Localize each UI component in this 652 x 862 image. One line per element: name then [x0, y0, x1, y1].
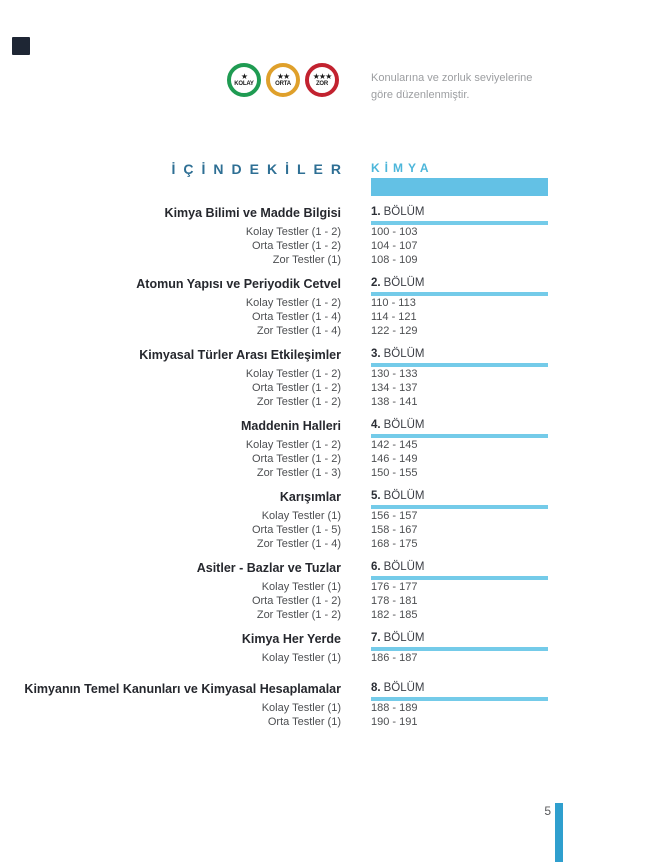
section-title: Maddenin Halleri: [240, 419, 341, 433]
test-row-label: Kolay Testler (1): [261, 652, 341, 664]
page-range: 110 - 113: [371, 297, 416, 309]
badge-label: ORTA: [275, 80, 291, 87]
subject-header: [371, 161, 548, 196]
section-number: [371, 347, 548, 362]
section-bolum-word: BÖLÜM: [383, 206, 425, 218]
badge-stars-icon: ★: [240, 71, 248, 81]
section-bolum-word: BÖLÜM: [383, 277, 425, 289]
section-number: [371, 631, 548, 646]
page-range: 168 - 175: [371, 538, 418, 550]
test-row-label: Zor Testler (1 - 2): [256, 609, 341, 621]
page-rows: [371, 296, 548, 338]
test-rows: [0, 438, 341, 480]
toc-section: [0, 631, 652, 665]
badge-label: KOLAY: [234, 80, 254, 87]
page-range: 142 - 145: [371, 439, 418, 451]
test-row-label: Kolay Testler (1 - 2): [245, 297, 341, 309]
subject-label: KİMYA: [371, 161, 434, 175]
section-title: Kimyanın Temel Kanunları ve Kimyasal Hesaplamalar: [24, 682, 341, 696]
difficulty-badge-zor: [305, 63, 339, 97]
section-number: [371, 560, 548, 575]
difficulty-badge-kolay: [227, 63, 261, 97]
page-range: 130 - 133: [371, 368, 418, 380]
test-rows: [0, 367, 341, 409]
corner-marker: [12, 37, 30, 55]
footer-bar: [555, 803, 563, 862]
page-rows: [371, 225, 548, 267]
section-number-digit: 4.: [371, 419, 381, 431]
page-title: İÇİNDEKİLER: [171, 161, 349, 177]
section-number-digit: 3.: [371, 348, 381, 360]
page-range: 186 - 187: [371, 652, 418, 664]
page-rows: [371, 580, 548, 622]
toc-section: [0, 489, 652, 551]
section-bolum-word: BÖLÜM: [383, 632, 425, 644]
section-title: Atomun Yapısı ve Periyodik Cetvel: [136, 277, 341, 291]
page-range: 188 - 189: [371, 702, 418, 714]
test-rows: [0, 509, 341, 551]
test-row-label: Orta Testler (1 - 2): [251, 595, 341, 607]
toc-sections: [0, 205, 652, 738]
test-row-label: Orta Testler (1 - 4): [251, 311, 341, 323]
test-row-label: Orta Testler (1 - 2): [251, 240, 341, 252]
page-range: 134 - 137: [371, 382, 418, 394]
section-number-digit: 2.: [371, 277, 381, 289]
section-bolum-word: BÖLÜM: [383, 490, 425, 502]
legend-row: [227, 63, 551, 103]
page-rows: [371, 509, 548, 551]
section-number-digit: 6.: [371, 561, 381, 573]
page-range: 108 - 109: [371, 254, 418, 266]
section-number-digit: 7.: [371, 632, 381, 644]
test-row-label: Kolay Testler (1 - 2): [245, 226, 341, 238]
test-row-label: Kolay Testler (1): [261, 510, 341, 522]
difficulty-legend: [227, 63, 339, 103]
page-rows: [371, 651, 548, 665]
page-range: 156 - 157: [371, 510, 418, 522]
section-number: [371, 205, 548, 220]
page-title-wrap: [0, 161, 349, 196]
test-rows: [0, 651, 341, 665]
toc-header: [0, 161, 652, 196]
section-number: [371, 276, 548, 291]
section-number: [371, 489, 548, 504]
page-rows: [371, 701, 548, 729]
section-bolum-word: BÖLÜM: [383, 561, 425, 573]
section-bolum-word: BÖLÜM: [383, 419, 425, 431]
test-rows: [0, 225, 341, 267]
test-rows: [0, 701, 341, 729]
page-range: 190 - 191: [371, 716, 418, 728]
section-number-digit: 5.: [371, 490, 381, 502]
difficulty-badge-orta: [266, 63, 300, 97]
page-range: 176 - 177: [371, 581, 418, 593]
page-range: 178 - 181: [371, 595, 418, 607]
toc-section: [0, 205, 652, 267]
test-rows: [0, 296, 341, 338]
section-number-digit: 8.: [371, 682, 381, 694]
test-row-label: Zor Testler (1 - 4): [256, 538, 341, 550]
page-range: 114 - 121: [371, 311, 417, 323]
page-range: 158 - 167: [371, 524, 418, 536]
test-row-label: Zor Testler (1 - 3): [256, 467, 341, 479]
section-title: Asitler - Bazlar ve Tuzlar: [196, 561, 341, 575]
page-number: 5: [544, 804, 551, 818]
page-rows: [371, 367, 548, 409]
toc-section: [0, 560, 652, 622]
badge-label: ZOR: [315, 80, 329, 87]
toc-section: [0, 276, 652, 338]
badge-stars-icon: ★★: [276, 71, 290, 81]
page-range: 122 - 129: [371, 325, 418, 337]
toc-section: [0, 681, 652, 729]
page-range: 182 - 185: [371, 609, 418, 621]
test-row-label: Kolay Testler (1): [261, 581, 341, 593]
test-row-label: Orta Testler (1 - 2): [251, 382, 341, 394]
section-title: Karışımlar: [279, 490, 341, 504]
test-row-label: Zor Testler (1 - 4): [256, 325, 341, 337]
test-row-label: Kolay Testler (1 - 2): [245, 439, 341, 451]
subject-underline: [371, 178, 548, 196]
section-bolum-word: BÖLÜM: [383, 682, 425, 694]
page-rows: [371, 438, 548, 480]
section-number-digit: 1.: [371, 206, 381, 218]
test-row-label: Orta Testler (1 - 5): [251, 524, 341, 536]
test-rows: [0, 580, 341, 622]
section-title: Kimya Bilimi ve Madde Bilgisi: [164, 206, 341, 220]
section-number: [371, 418, 548, 433]
badge-stars-icon: ★★★: [312, 71, 332, 81]
page-range: 100 - 103: [371, 226, 418, 238]
page-range: 104 - 107: [371, 240, 418, 252]
toc-section: [0, 347, 652, 409]
section-title: Kimyasal Türler Arası Etkileşimler: [139, 348, 341, 362]
section-bolum-word: BÖLÜM: [383, 348, 425, 360]
section-number: [371, 681, 548, 696]
test-row-label: Zor Testler (1 - 2): [256, 396, 341, 408]
toc-section: [0, 418, 652, 480]
test-row-label: Kolay Testler (1 - 2): [245, 368, 341, 380]
test-row-label: Zor Testler (1): [272, 254, 341, 266]
legend-caption: Konularına ve zorluk seviyelerine göre düzenlenmiştir.: [371, 72, 533, 101]
test-row-label: Kolay Testler (1): [261, 702, 341, 714]
test-row-label: Orta Testler (1 - 2): [251, 453, 341, 465]
section-title: Kimya Her Yerde: [241, 632, 341, 646]
page-range: 146 - 149: [371, 453, 418, 465]
page-range: 138 - 141: [371, 396, 418, 408]
test-row-label: Orta Testler (1): [267, 716, 341, 728]
page-range: 150 - 155: [371, 467, 418, 479]
